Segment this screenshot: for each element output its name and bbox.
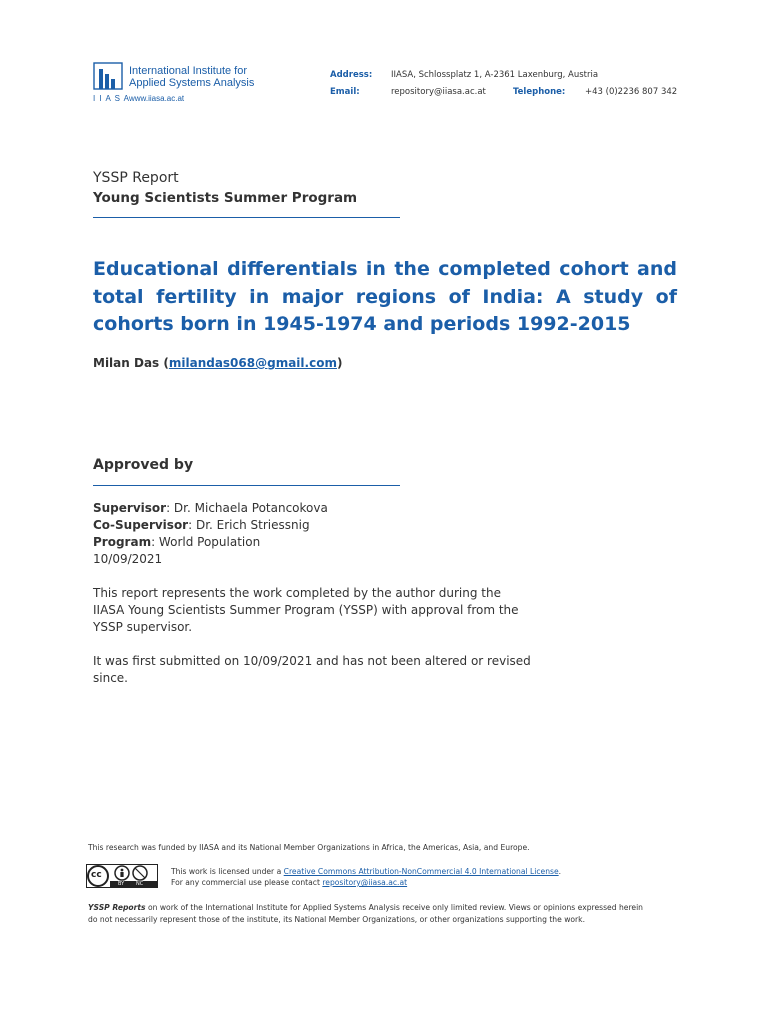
logo-url: www.iiasa.ac.at: [129, 94, 185, 103]
disclaimer: [88, 902, 648, 926]
supervisor-label: Supervisor: [93, 501, 167, 515]
commercial-line: [171, 878, 407, 887]
license-line: [171, 867, 561, 876]
cosupervisor-label: Co-Supervisor: [93, 518, 189, 532]
email-value[interactable]: repository@iiasa.ac.at: [391, 87, 486, 97]
report-type: YSSP Report: [93, 170, 179, 186]
nc-text: NC: [136, 881, 144, 887]
author-line: [93, 356, 342, 370]
divider-top: [93, 217, 400, 218]
approved-heading: Approved by: [93, 457, 194, 473]
disclaimer-bold: YSSP Reports: [88, 903, 146, 912]
logo-line-2: Applied Systems Analysis: [129, 77, 255, 89]
supervisor-line: [93, 501, 328, 515]
author-close: ): [336, 356, 343, 370]
divider-approved: [93, 485, 400, 486]
report-title: Educational differentials in the completed cohort and total fertility in major regions of India: A study of cohorts born in 1945-1974 and periods 1992-2015: [93, 258, 677, 335]
cosupervisor-value: : Dr. Erich Striessnig: [188, 518, 310, 532]
body-paragraph-2: It was first submitted on 10/09/2021 and has not been altered or revised since.: [93, 654, 531, 685]
license-suffix: .: [558, 867, 562, 876]
disclaimer-text: on work of the International Institute for Applied Systems Analysis receive only limited review. Views or opinions expressed herein do not necessarily represent those of the institute, its National Member Organizations, or other organizations supporting the work.: [88, 903, 643, 924]
telephone-value: +43 (0)2236 807 342: [585, 87, 678, 97]
author-name: Milan Das (: [93, 356, 169, 370]
license-link[interactable]: Creative Commons Attribution-NonCommercial 4.0 International License: [283, 867, 559, 876]
email-label: Email:: [330, 87, 360, 97]
commercial-email-link[interactable]: repository@iiasa.ac.at: [322, 878, 408, 887]
author-email-link[interactable]: milandas068@gmail.com: [168, 356, 337, 370]
program-line: [93, 535, 260, 549]
logo-abbr: I I A S A: [93, 94, 131, 103]
commercial-prefix: For any commercial use please contact: [171, 878, 323, 887]
body-paragraph-1: This report represents the work completed by the author during the IIASA Young Scientists Summer Program (YSSP) with approval from the YSSP supervisor.: [93, 586, 519, 634]
iiasa-logo: [93, 62, 253, 110]
telephone-label: Telephone:: [513, 87, 566, 97]
cc-license-badge[interactable]: [86, 864, 158, 888]
program-value: : World Population: [151, 535, 261, 549]
program-name: Young Scientists Summer Program: [93, 190, 358, 206]
by-text: BY: [118, 881, 125, 887]
license-prefix: This work is licensed under a: [171, 867, 284, 876]
logo-line-1: International Institute for: [129, 65, 248, 77]
approval-date: 10/09/2021: [93, 552, 163, 566]
cosupervisor-line: [93, 518, 310, 532]
program-label: Program: [93, 535, 152, 549]
address-value: IIASA, Schlossplatz 1, A-2361 Laxenburg, Austria: [391, 70, 599, 80]
address-label: Address:: [330, 70, 373, 80]
supervisor-value: : Dr. Michaela Potancokova: [166, 501, 328, 515]
cc-text: cc: [91, 870, 102, 880]
funding-note: This research was funded by IIASA and its National Member Organizations in Africa, the Americas, Asia, and Europe.: [88, 843, 530, 852]
